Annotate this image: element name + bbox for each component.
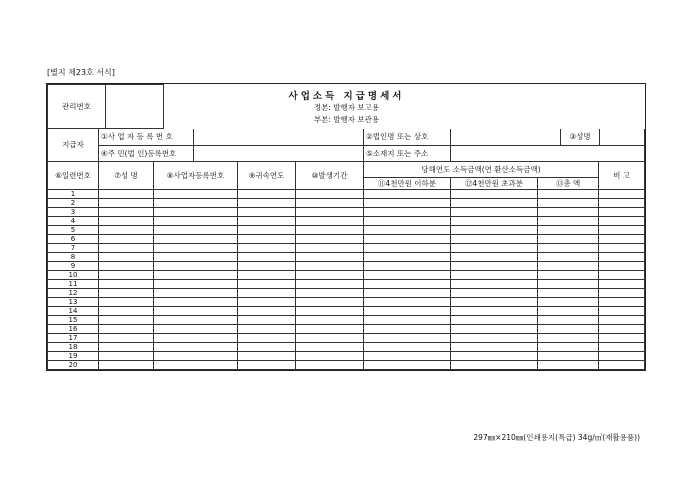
- row-number: 17: [48, 334, 99, 343]
- table-cell[interactable]: [599, 244, 645, 253]
- table-cell[interactable]: [296, 307, 364, 316]
- table-cell[interactable]: [99, 244, 154, 253]
- payer-label: 지급자: [48, 129, 99, 161]
- payer-name-label: ③성명: [561, 129, 600, 145]
- table-cell[interactable]: [451, 244, 538, 253]
- table-cell[interactable]: [99, 298, 154, 307]
- table-row: [48, 271, 645, 280]
- col-income-group: 당해연도 소득금액(연 환산소득금액): [364, 162, 599, 178]
- table-row: [48, 316, 645, 325]
- table-cell[interactable]: [599, 262, 645, 271]
- table-cell[interactable]: [154, 307, 238, 316]
- table-cell[interactable]: [238, 199, 296, 208]
- table-cell[interactable]: [99, 190, 154, 199]
- table-cell[interactable]: [364, 325, 451, 334]
- table-cell[interactable]: [99, 334, 154, 343]
- col-total: ⑬총 액: [538, 178, 599, 190]
- table-cell[interactable]: [364, 289, 451, 298]
- management-number-field[interactable]: [106, 85, 164, 129]
- table-cell[interactable]: [296, 280, 364, 289]
- payer-section: [47, 129, 645, 162]
- row-number: 10: [48, 271, 99, 280]
- table-cell[interactable]: [154, 199, 238, 208]
- table-row: [48, 361, 645, 370]
- row-number: 8: [48, 253, 99, 262]
- table-cell[interactable]: [538, 343, 599, 352]
- table-cell[interactable]: [451, 352, 538, 361]
- table-cell[interactable]: [599, 280, 645, 289]
- table-cell[interactable]: [154, 208, 238, 217]
- table-cell[interactable]: [238, 343, 296, 352]
- col-name: ⑦성 명: [99, 162, 154, 190]
- table-cell[interactable]: [599, 316, 645, 325]
- table-cell[interactable]: [238, 280, 296, 289]
- table-cell[interactable]: [364, 280, 451, 289]
- table-cell[interactable]: [154, 352, 238, 361]
- payer-name-field[interactable]: [600, 129, 645, 145]
- table-cell[interactable]: [364, 316, 451, 325]
- table-cell[interactable]: [364, 271, 451, 280]
- table-cell[interactable]: [538, 235, 599, 244]
- table-cell[interactable]: [99, 199, 154, 208]
- resident-reg-no-label: ④주 민(법 인)등록번호: [99, 145, 194, 161]
- row-number: 2: [48, 199, 99, 208]
- table-cell[interactable]: [538, 280, 599, 289]
- table-cell[interactable]: [296, 325, 364, 334]
- table-cell[interactable]: [451, 280, 538, 289]
- table-cell[interactable]: [238, 190, 296, 199]
- table-cell[interactable]: [599, 343, 645, 352]
- table-cell[interactable]: [154, 217, 238, 226]
- address-label: ⑤소재지 또는 주소: [364, 145, 451, 161]
- table-cell[interactable]: [364, 217, 451, 226]
- table-cell[interactable]: [238, 307, 296, 316]
- payment-statement-form: [46, 83, 646, 371]
- table-cell[interactable]: [99, 316, 154, 325]
- table-cell[interactable]: [99, 361, 154, 370]
- management-number-label: 관리번호: [48, 85, 106, 129]
- table-cell[interactable]: [599, 208, 645, 217]
- row-number: 20: [48, 361, 99, 370]
- table-cell[interactable]: [154, 253, 238, 262]
- table-cell[interactable]: [599, 361, 645, 370]
- table-row: [48, 190, 645, 199]
- table-cell[interactable]: [364, 352, 451, 361]
- table-cell[interactable]: [538, 226, 599, 235]
- table-cell[interactable]: [364, 298, 451, 307]
- table-cell[interactable]: [296, 190, 364, 199]
- row-number: 7: [48, 244, 99, 253]
- form-header: [47, 84, 645, 129]
- table-cell[interactable]: [99, 217, 154, 226]
- table-cell[interactable]: [296, 334, 364, 343]
- table-cell[interactable]: [451, 361, 538, 370]
- table-cell[interactable]: [364, 190, 451, 199]
- row-number: 14: [48, 307, 99, 316]
- table-cell[interactable]: [154, 298, 238, 307]
- table-cell[interactable]: [599, 334, 645, 343]
- table-cell[interactable]: [451, 235, 538, 244]
- row-number: 4: [48, 217, 99, 226]
- table-cell[interactable]: [451, 316, 538, 325]
- table-cell[interactable]: [599, 307, 645, 316]
- business-reg-no-field[interactable]: [194, 129, 364, 145]
- table-cell[interactable]: [296, 199, 364, 208]
- table-cell[interactable]: [99, 280, 154, 289]
- table-cell[interactable]: [99, 208, 154, 217]
- table-cell[interactable]: [538, 271, 599, 280]
- original-copy-note: 정본: 발행자 보고용: [313, 102, 380, 112]
- col-under-40m: ⑪4천만원 이하분: [364, 178, 451, 190]
- table-cell[interactable]: [296, 352, 364, 361]
- table-cell[interactable]: [296, 253, 364, 262]
- table-row: [48, 289, 645, 298]
- table-cell[interactable]: [238, 253, 296, 262]
- table-row: [48, 343, 645, 352]
- table-cell[interactable]: [451, 334, 538, 343]
- col-serial-number: ⑥일련번호: [48, 162, 99, 190]
- table-cell[interactable]: [238, 208, 296, 217]
- table-cell[interactable]: [99, 352, 154, 361]
- form-title: 사업소득 지급명세서: [288, 90, 405, 102]
- col-remarks: 비 고: [599, 162, 645, 190]
- table-cell[interactable]: [99, 253, 154, 262]
- table-cell[interactable]: [154, 226, 238, 235]
- table-cell[interactable]: [296, 298, 364, 307]
- table-cell[interactable]: [451, 190, 538, 199]
- table-cell[interactable]: [99, 343, 154, 352]
- table-row: [48, 235, 645, 244]
- row-number: 1: [48, 190, 99, 199]
- table-cell[interactable]: [599, 235, 645, 244]
- table-cell[interactable]: [451, 343, 538, 352]
- paper-spec-footnote: 297㎜×210㎜(인쇄용지(특급) 34g/㎡(재활용품)): [473, 433, 640, 442]
- table-cell[interactable]: [154, 343, 238, 352]
- table-cell[interactable]: [599, 352, 645, 361]
- table-cell[interactable]: [364, 235, 451, 244]
- table-cell[interactable]: [451, 325, 538, 334]
- table-cell[interactable]: [599, 271, 645, 280]
- table-cell[interactable]: [238, 325, 296, 334]
- table-cell[interactable]: [238, 271, 296, 280]
- table-cell[interactable]: [364, 361, 451, 370]
- table-row: [48, 325, 645, 334]
- row-number: 19: [48, 352, 99, 361]
- table-cell[interactable]: [364, 262, 451, 271]
- table-cell[interactable]: [296, 244, 364, 253]
- table-cell[interactable]: [538, 316, 599, 325]
- table-cell[interactable]: [99, 226, 154, 235]
- table-cell[interactable]: [238, 235, 296, 244]
- table-cell[interactable]: [238, 244, 296, 253]
- table-cell[interactable]: [99, 289, 154, 298]
- table-cell[interactable]: [364, 307, 451, 316]
- table-cell[interactable]: [238, 316, 296, 325]
- table-cell[interactable]: [451, 217, 538, 226]
- table-cell[interactable]: [599, 325, 645, 334]
- table-cell[interactable]: [154, 316, 238, 325]
- table-cell[interactable]: [238, 361, 296, 370]
- table-cell[interactable]: [154, 235, 238, 244]
- table-cell[interactable]: [154, 262, 238, 271]
- table-row: [48, 199, 645, 208]
- company-name-field[interactable]: [451, 129, 561, 145]
- table-cell[interactable]: [364, 244, 451, 253]
- table-cell[interactable]: [154, 190, 238, 199]
- table-cell[interactable]: [364, 253, 451, 262]
- business-reg-no-label: ①사 업 자 등 록 번 호: [99, 129, 194, 145]
- table-cell[interactable]: [99, 325, 154, 334]
- table-cell[interactable]: [451, 226, 538, 235]
- table-cell[interactable]: [99, 307, 154, 316]
- table-cell[interactable]: [296, 208, 364, 217]
- table-cell[interactable]: [538, 217, 599, 226]
- table-row: [48, 244, 645, 253]
- duplicate-copy-note: 부본: 발행자 보관용: [313, 114, 380, 124]
- row-number: 9: [48, 262, 99, 271]
- row-number: 13: [48, 298, 99, 307]
- table-row: [48, 334, 645, 343]
- table-cell[interactable]: [364, 208, 451, 217]
- row-number: 18: [48, 343, 99, 352]
- row-number: 5: [48, 226, 99, 235]
- table-cell[interactable]: [154, 280, 238, 289]
- table-cell[interactable]: [538, 208, 599, 217]
- table-cell[interactable]: [451, 271, 538, 280]
- row-number: 3: [48, 208, 99, 217]
- table-cell[interactable]: [238, 217, 296, 226]
- table-row: [48, 352, 645, 361]
- table-cell[interactable]: [538, 361, 599, 370]
- table-cell[interactable]: [296, 262, 364, 271]
- table-cell[interactable]: [238, 289, 296, 298]
- col-attribution-year: ⑨귀속연도: [238, 162, 296, 190]
- table-cell[interactable]: [154, 271, 238, 280]
- table-cell[interactable]: [296, 235, 364, 244]
- table-row: [48, 298, 645, 307]
- table-cell[interactable]: [599, 226, 645, 235]
- table-cell[interactable]: [364, 199, 451, 208]
- table-row: [48, 217, 645, 226]
- form-number-label: [별지 제23호 서식]: [47, 68, 115, 77]
- income-table: [47, 162, 645, 371]
- table-cell[interactable]: [296, 343, 364, 352]
- table-row: [48, 262, 645, 271]
- table-cell[interactable]: [451, 199, 538, 208]
- table-cell[interactable]: [538, 262, 599, 271]
- table-cell[interactable]: [599, 199, 645, 208]
- table-cell[interactable]: [238, 262, 296, 271]
- table-cell[interactable]: [364, 343, 451, 352]
- col-occurrence-period: ⑩발생기간: [296, 162, 364, 190]
- table-cell[interactable]: [599, 298, 645, 307]
- table-cell[interactable]: [538, 307, 599, 316]
- table-cell[interactable]: [238, 298, 296, 307]
- table-row: [48, 307, 645, 316]
- table-cell[interactable]: [538, 199, 599, 208]
- table-cell[interactable]: [538, 244, 599, 253]
- table-cell[interactable]: [451, 208, 538, 217]
- row-number: 16: [48, 325, 99, 334]
- table-cell[interactable]: [154, 289, 238, 298]
- table-cell[interactable]: [364, 226, 451, 235]
- table-cell[interactable]: [154, 334, 238, 343]
- table-cell[interactable]: [451, 253, 538, 262]
- table-cell[interactable]: [538, 352, 599, 361]
- table-cell[interactable]: [238, 226, 296, 235]
- row-number: 15: [48, 316, 99, 325]
- table-cell[interactable]: [538, 298, 599, 307]
- resident-reg-no-field[interactable]: [194, 145, 364, 161]
- table-cell[interactable]: [538, 190, 599, 199]
- table-cell[interactable]: [154, 361, 238, 370]
- table-cell[interactable]: [296, 217, 364, 226]
- row-number: 6: [48, 235, 99, 244]
- table-cell[interactable]: [599, 217, 645, 226]
- table-cell[interactable]: [538, 289, 599, 298]
- table-cell[interactable]: [99, 271, 154, 280]
- col-business-reg-no: ⑧사업자등록번호: [154, 162, 238, 190]
- form-title-block: [164, 85, 530, 129]
- table-cell[interactable]: [451, 262, 538, 271]
- table-row: [48, 226, 645, 235]
- row-number: 11: [48, 280, 99, 289]
- company-name-label: ②법인명 또는 상호: [364, 129, 451, 145]
- table-row: [48, 253, 645, 262]
- table-cell[interactable]: [296, 316, 364, 325]
- table-cell[interactable]: [296, 361, 364, 370]
- table-row: [48, 208, 645, 217]
- table-cell[interactable]: [451, 298, 538, 307]
- table-cell[interactable]: [296, 226, 364, 235]
- table-cell[interactable]: [451, 307, 538, 316]
- address-field[interactable]: [451, 145, 645, 161]
- table-cell[interactable]: [99, 262, 154, 271]
- table-cell[interactable]: [296, 289, 364, 298]
- table-cell[interactable]: [364, 334, 451, 343]
- table-cell[interactable]: [238, 334, 296, 343]
- col-over-40m: ⑫4천만원 초과분: [451, 178, 538, 190]
- table-cell[interactable]: [538, 253, 599, 262]
- table-cell[interactable]: [599, 190, 645, 199]
- row-number: 12: [48, 289, 99, 298]
- table-cell[interactable]: [238, 352, 296, 361]
- table-cell[interactable]: [451, 289, 538, 298]
- table-cell[interactable]: [296, 271, 364, 280]
- table-row: [48, 280, 645, 289]
- table-cell[interactable]: [99, 235, 154, 244]
- table-cell[interactable]: [599, 253, 645, 262]
- table-cell[interactable]: [154, 244, 238, 253]
- table-cell[interactable]: [154, 325, 238, 334]
- table-cell[interactable]: [599, 289, 645, 298]
- table-cell[interactable]: [538, 325, 599, 334]
- table-cell[interactable]: [538, 334, 599, 343]
